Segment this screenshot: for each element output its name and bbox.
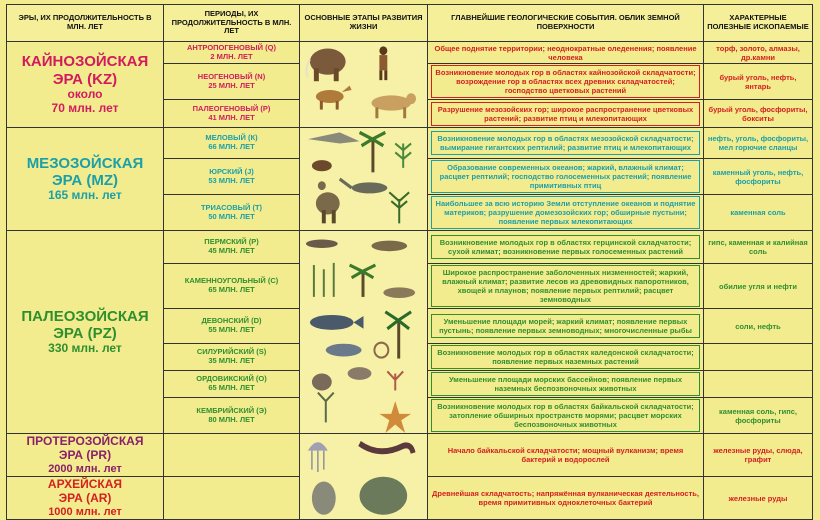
life-illustration-cenozoic [300, 42, 428, 128]
mineral-cell: каменный уголь, нефть, фосфориты [704, 159, 813, 195]
amphibian-icon [383, 287, 415, 298]
table-row [7, 231, 813, 264]
mammoth-icon [306, 49, 345, 82]
era-name: КАЙНОЗОЙСКАЯ [21, 53, 149, 71]
period-name: НЕОГЕНОВЫЙ (N) [197, 71, 266, 81]
reptile-icon [306, 240, 407, 252]
period-cell [164, 159, 300, 195]
header-minerals: ХАРАКТЕРНЫЕ ПОЛЕЗНЫЕ ИСКОПАЕМЫЕ [704, 5, 813, 42]
period-duration: 55 МЛН. ЛЕТ [208, 325, 255, 334]
era-mesozoic [7, 128, 164, 231]
small-mammal-icon [312, 160, 332, 171]
period-name: ПАЛЕОГЕНОВЫЙ (P) [192, 103, 271, 113]
period-cell [164, 128, 300, 159]
header-row [7, 5, 813, 42]
period-duration: 80 МЛН. ЛЕТ [208, 414, 255, 424]
period-name: ТРИАСОВЫЙ (T) [200, 202, 263, 212]
plesiosaur-icon [340, 179, 388, 193]
event-text: Широкое распространение заболоченных низменностей; жаркий, влажный климат; развитие лесов из древовидных папоротников, хвощей и плаунов; появление первых рептилий; расцвет земноводных [431, 265, 700, 307]
event-cell [428, 64, 704, 100]
nautilus-icon [374, 343, 388, 358]
era-proterozoic [7, 434, 164, 477]
period-cell [164, 100, 300, 128]
jellyfish-icon [308, 442, 328, 472]
mineral-cell: обилие угля и нефти [704, 264, 813, 309]
devonian-palm-icon [385, 312, 411, 359]
lobe-finned-fish-icon [310, 315, 364, 330]
table-row [7, 42, 813, 64]
tree-fern-icon [350, 265, 376, 297]
period-name: ДЕВОНСКИЙ (D) [201, 316, 262, 326]
event-cell [428, 371, 704, 398]
cycad-icon [389, 192, 409, 223]
life-illustration-precambrian [300, 434, 428, 520]
era-duration: 2000 млн. лет [48, 462, 122, 475]
mineral-cell: торф, золото, алмазы, др.камни [704, 42, 813, 64]
era-name: МЕЗОЗОЙСКАЯ [26, 154, 144, 172]
era-paleozoic [7, 231, 164, 434]
event-cell [428, 128, 704, 159]
event-text: Образование современных океанов; жаркий, влажный климат; расцвет рептилий; господство голосеменных растений; появление примитивных птиц [431, 160, 700, 193]
event-cell [428, 398, 704, 434]
period-duration: 65 МЛН. ЛЕТ [208, 383, 255, 392]
period-cell [164, 344, 300, 371]
event-cell [428, 264, 704, 309]
period-duration: 66 МЛН. ЛЕТ [208, 142, 255, 151]
period-cell [164, 371, 300, 398]
mineral-cell: нефть, уголь, фосфориты, мел горючие сланцы [704, 128, 813, 159]
era-code: ЭРА (PR) [58, 447, 112, 462]
event-cell [428, 344, 704, 371]
dinosaur-icon [316, 181, 340, 223]
period-duration: 35 МЛН. ЛЕТ [208, 356, 255, 365]
period-name: КАМЕННОУГОЛЬНЫЙ (С) [184, 276, 279, 286]
period-name: ПЕРМСКИЙ (P) [204, 237, 259, 247]
event-text: Возникновение молодых гор в областях кайнозойской складчатости; возрождение гор в областях всех древних складчатостей; господство цветковых растений [431, 65, 700, 98]
period-duration: 25 МЛН. ЛЕТ [208, 80, 255, 90]
era-archean [7, 477, 164, 520]
period-duration: 50 МЛН. ЛЕТ [208, 211, 255, 221]
geochronology-table [6, 4, 813, 520]
mineral-cell: бурый уголь, нефть, янтарь [704, 64, 813, 100]
starfish-icon [379, 401, 411, 433]
human-icon [379, 46, 387, 80]
event-text: Возникновение молодых гор в областях каледонской складчатости; появление первых наземных растений [431, 345, 700, 369]
period-duration: 53 МЛН. ЛЕТ [208, 175, 255, 185]
life-illustration-mesozoic [300, 128, 428, 231]
era-duration: 70 млн. лет [51, 100, 119, 115]
event-cell: Общее поднятие территории; неоднократные оледенения; появление человека [428, 42, 704, 64]
sponge-icon [312, 481, 336, 514]
era-duration: около [67, 86, 103, 101]
palm-tree-icon [360, 132, 386, 172]
period-cell [164, 309, 300, 344]
algae-colony-icon [360, 477, 408, 515]
header-periods: ПЕРИОДЫ, ИХ ПРОДОЛЖИТЕЛЬНОСТЬ В МЛН. ЛЕТ [164, 5, 300, 42]
horsetail-icon [314, 263, 334, 297]
event-cell [428, 100, 704, 128]
era-cenozoic [7, 42, 164, 128]
event-text: Возникновение молодых гор в областях герцинской складчатости; сухой климат; возникновение первых голосеменных растений [431, 235, 700, 259]
life-illustration-paleozoic [300, 231, 428, 434]
mineral-cell: железные руды [704, 477, 813, 520]
mineral-cell [704, 371, 813, 398]
worm-icon [360, 443, 414, 452]
period-cell [164, 195, 300, 231]
era-duration: 330 млн. лет [48, 341, 122, 356]
header-eras: ЭРЫ, ИХ ПРОДОЛЖИТЕЛЬНОСТЬ В МЛН. ЛЕТ [7, 5, 164, 42]
big-cat-icon [371, 93, 416, 118]
sea-lily-icon [318, 393, 334, 423]
era-code: ЭРА (MZ) [51, 172, 118, 190]
mineral-cell [704, 344, 813, 371]
era-duration: 165 млн. лет [48, 188, 122, 203]
horse-icon [316, 86, 352, 110]
period-cell [164, 42, 300, 64]
period-name: ЮРСКИЙ (J) [209, 166, 254, 176]
mineral-cell: бурый уголь, фосфориты, бокситы [704, 100, 813, 128]
event-cell: Древнейшая складчатость; напряжённая вулканическая деятельность, время примитивных одноклеточных бактерий [428, 477, 704, 520]
period-name: КЕМБРИЙСКИЙ (Э) [196, 405, 267, 415]
period-duration: 2 МЛН. ЛЕТ [210, 51, 253, 61]
event-cell [428, 231, 704, 264]
header-life: ОСНОВНЫЕ ЭТАПЫ РАЗВИТИЯ ЖИЗНИ [300, 5, 428, 42]
mineral-cell: каменная соль [704, 195, 813, 231]
period-cell [164, 231, 300, 264]
era-code: ЭРА (AR) [58, 491, 112, 506]
event-cell [428, 195, 704, 231]
event-text: Возникновение молодых гор в областях мезозойской складчатости; вымирание гигантских рептилий; развитие птиц и млекопитающих [431, 131, 700, 155]
period-name: СИЛУРИЙСКИЙ (S) [196, 347, 267, 357]
era-name: ПРОТЕРОЗОЙСКАЯ [26, 434, 144, 448]
period-name: АНТРОПОГЕНОВЫЙ (Q) [187, 42, 276, 52]
era-name: ПАЛЕОЗОЙСКАЯ [21, 307, 149, 325]
event-text: Возникновение молодых гор в областях байкальской складчатости; затопление обширных пространств морями; расцвет морских беспозвоночных животных [431, 399, 700, 432]
period-duration: 45 МЛН. ЛЕТ [208, 246, 255, 255]
era-duration: 1000 млн. лет [48, 505, 122, 518]
armored-fish-icon [326, 344, 362, 357]
period-cell [164, 64, 300, 100]
era-code: ЭРА (KZ) [52, 70, 118, 88]
mineral-cell: соли, нефть [704, 309, 813, 344]
period-duration: 41 МЛН. ЛЕТ [208, 112, 255, 122]
event-text: Разрушение мезозойских гор; широкое распространение цветковых растений; развитие птиц и млекопитающих [431, 102, 700, 126]
era-name: АРХЕЙСКАЯ [47, 477, 123, 492]
period-cell [164, 398, 300, 434]
mineral-cell: железные руды, слюда, графит [704, 434, 813, 477]
mineral-cell: гипс, каменная и калийная соль [704, 231, 813, 264]
mineral-cell: каменная соль, гипс, фосфориты [704, 398, 813, 434]
coral-icon [387, 371, 403, 390]
table-row [7, 434, 813, 477]
period-name: ОРДОВИКСКИЙ (О) [196, 374, 267, 384]
event-cell [428, 309, 704, 344]
event-cell [428, 159, 704, 195]
period-cell-empty [164, 477, 300, 520]
fern-icon [395, 144, 411, 168]
event-cell: Начало байкальской складчатости; мощный вулканизм; время бактерий и водорослей [428, 434, 704, 477]
period-name: МЕЛОВЫЙ (К) [205, 133, 258, 143]
header-events: ГЛАВНЕЙШИЕ ГЕОЛОГИЧЕСКИЕ СОБЫТИЯ. ОБЛИК ЗЕМНОЙ ПОВЕРХНОСТИ [428, 5, 704, 42]
period-cell [164, 264, 300, 309]
trilobite-icon [312, 367, 372, 390]
table-row [7, 128, 813, 159]
era-code: ЭРА (PZ) [53, 325, 117, 343]
period-cell-empty [164, 434, 300, 477]
event-text: Уменьшение площади морей; жаркий климат; появление первых пустынь; появление первых земноводных; многочисленные рыбы [431, 314, 700, 338]
event-text: Уменьшение площади морских бассейнов; появление первых наземных беспозвоночных животных [431, 372, 700, 396]
pterosaur-icon [308, 132, 360, 143]
event-text: Наибольшее за всю историю Земли отступление океанов и поднятие материков; разрушение домезозойских гор; обширные пустыни; появление первых млекопитающих [431, 196, 700, 229]
period-duration: 65 МЛН. ЛЕТ [208, 285, 255, 294]
